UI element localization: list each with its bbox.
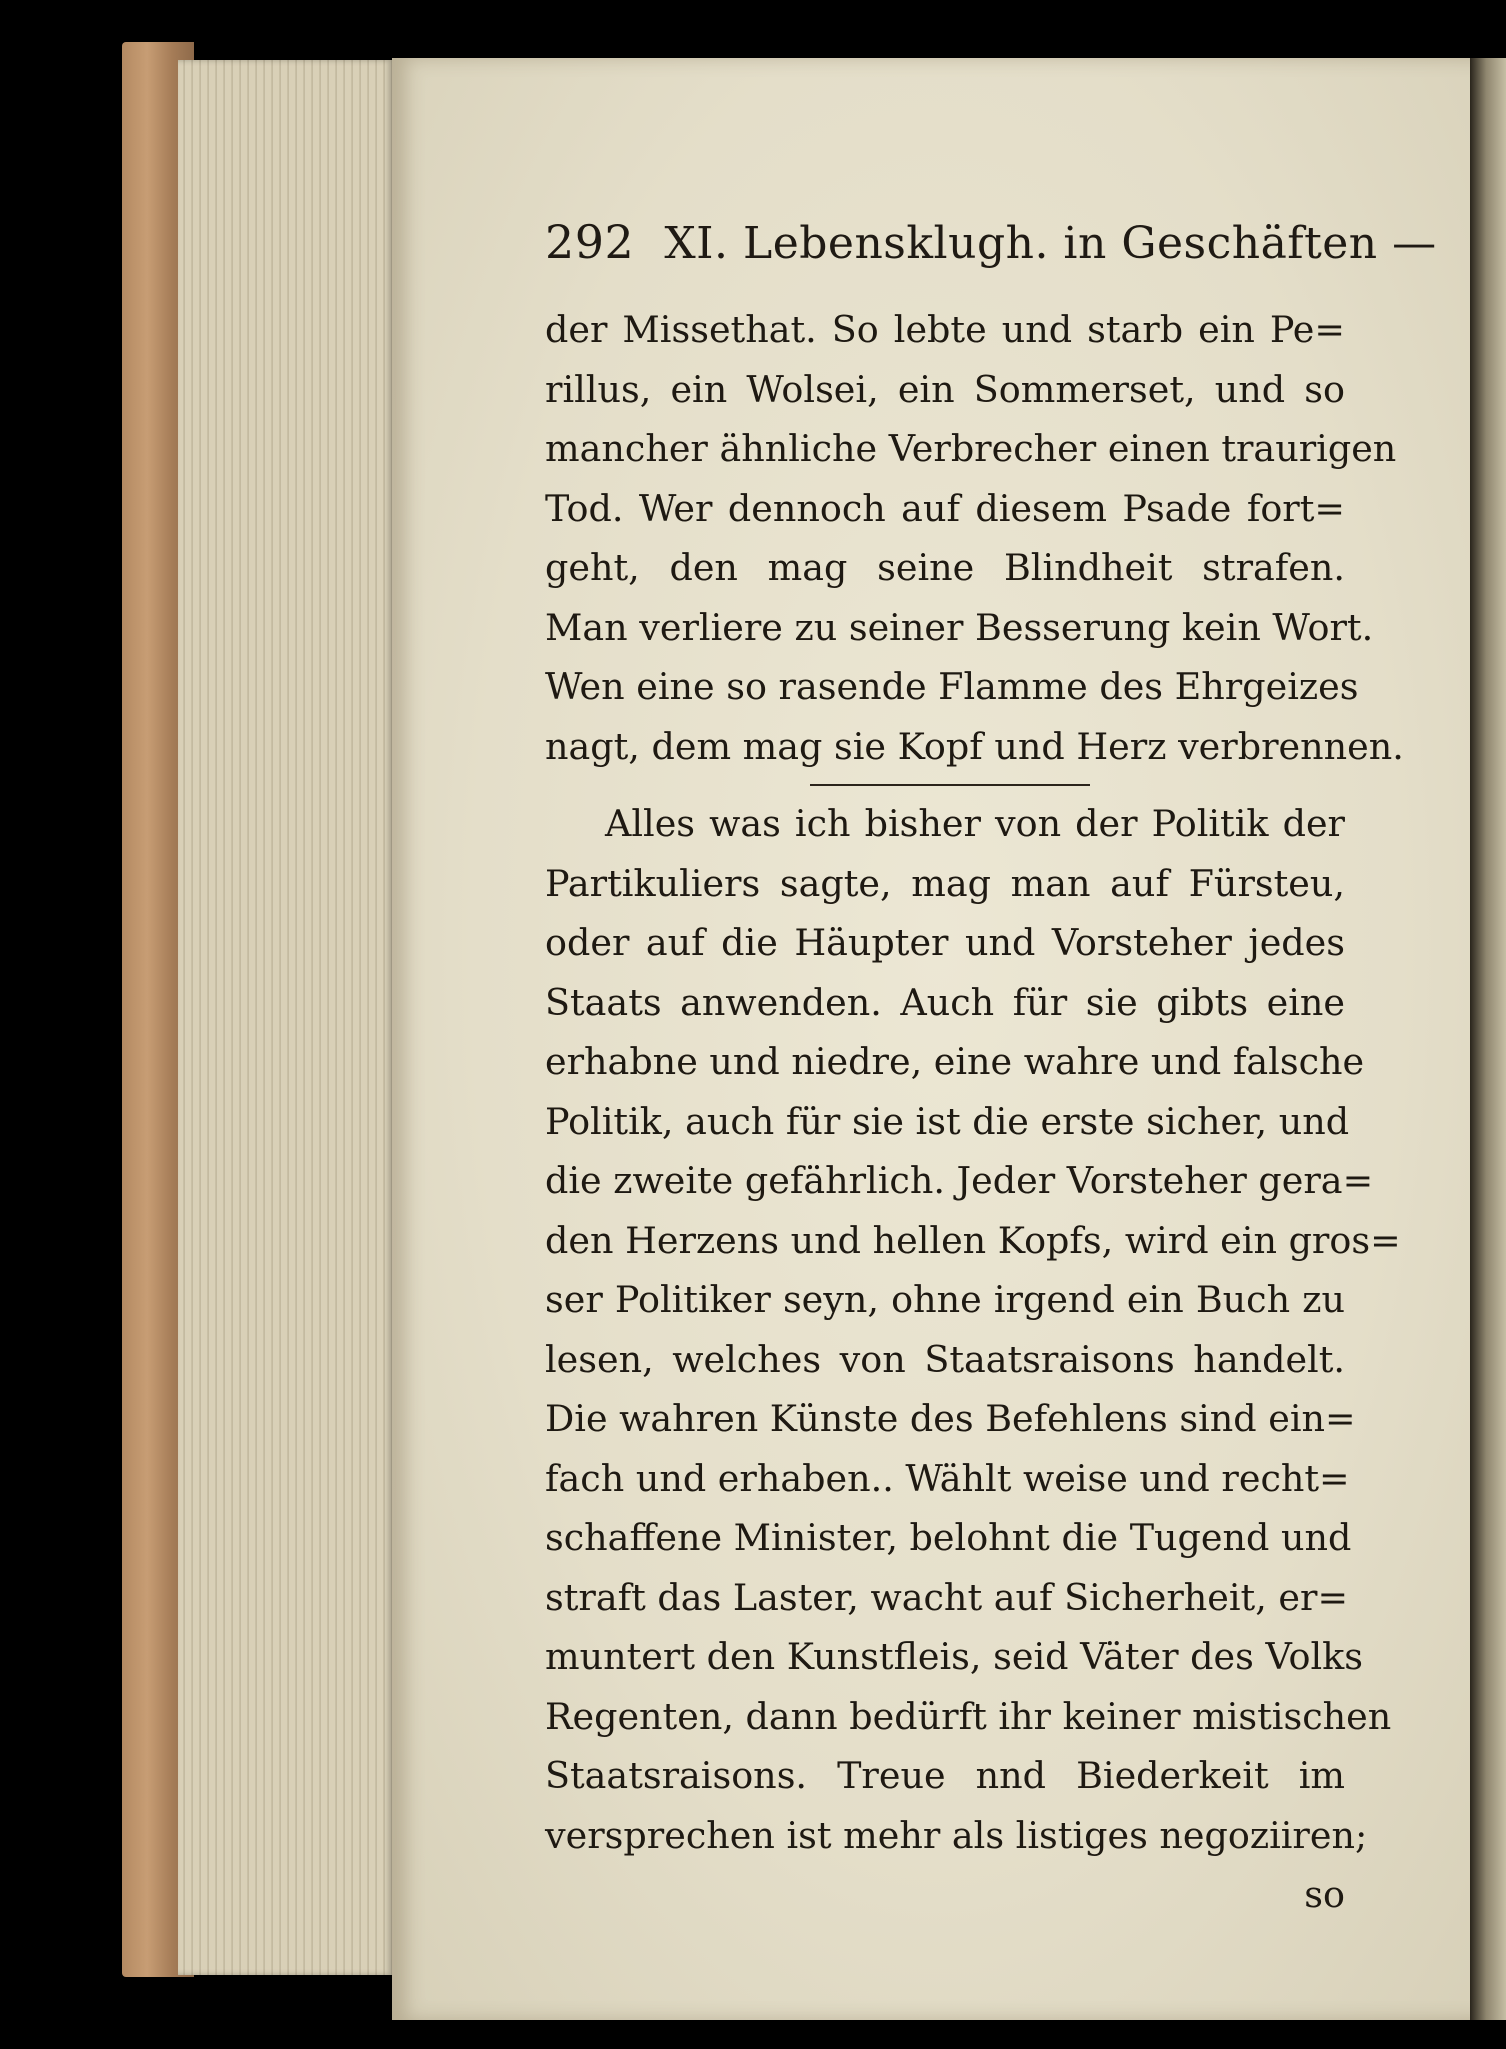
page-body — [545, 300, 1404, 1925]
text-line: ser Politiker seyn, ohne irgend ein Buch zu — [545, 1278, 1345, 1321]
text-line: Die wahren Künste des Befehlens sind ein= — [545, 1397, 1356, 1440]
page-number: 292 — [545, 215, 635, 269]
text-line: lesen, welches von Staatsraisons handelt. — [545, 1337, 1345, 1381]
paragraph-1 — [545, 300, 1404, 776]
text-line: rillus, ein Wolsei, ein Sommerset, und so — [545, 367, 1345, 411]
text-line: Staatsraisons. Treue nnd Biederkeit im — [545, 1754, 1345, 1797]
text-line: Regenten, dann bedürft ihr keiner mistischen — [545, 1694, 1392, 1738]
text-line: Staats anwenden. Auch für sie gibts eine — [545, 980, 1345, 1024]
text-line: den Herzens und hellen Kopfs, wird ein gros= — [545, 1218, 1401, 1262]
text-line: mancher ähnliche Verbrecher einen traurigen — [545, 427, 1397, 470]
section-divider — [810, 784, 1090, 786]
paragraph-2 — [545, 794, 1401, 1865]
text-line: Politik, auch für sie ist die erste sicher, und — [545, 1099, 1350, 1143]
text-line: straft das Laster, wacht auf Sicherheit, er= — [545, 1575, 1349, 1619]
text-line: Man verliere zu seiner Besserung kein Wort. — [545, 605, 1374, 649]
text-line: erhabne und niedre, eine wahre und falsche — [545, 1040, 1365, 1083]
text-line: Alles was ich bisher von der Politik der — [605, 802, 1345, 845]
text-line: die zweite gefährlich. Jeder Vorsteher gera= — [545, 1159, 1374, 1202]
text-line: oder auf die Häupter und Vorsteher jedes — [545, 921, 1345, 964]
catchword: so — [1304, 1873, 1345, 1916]
text-line: geht, den mag seine Blindheit strafen. — [545, 546, 1345, 589]
text-line: fach und erhaben.. Wählt weise und recht= — [545, 1456, 1350, 1500]
page-stack — [178, 60, 393, 1975]
text-line: nagt, dem mag sie Kopf und Herz verbrennen. — [545, 724, 1404, 768]
book-gutter — [1470, 58, 1506, 2020]
text-line: versprechen ist mehr als listiges negoziiren; — [545, 1813, 1368, 1857]
text-line: muntert den Kunstfleis, seid Väter des Volks — [545, 1635, 1363, 1678]
text-line: der Missethat. So lebte und starb ein Pe= — [545, 308, 1345, 351]
text-line: Tod. Wer dennoch auf diesem Psade fort= — [545, 486, 1345, 530]
text-line: Partikuliers sagte, mag man auf Fürsteu, — [545, 861, 1345, 905]
running-head: XI. Lebensklugh. in Geschäften — — [664, 218, 1437, 269]
text-line: schaffene Minister, belohnt die Tugend und — [545, 1516, 1352, 1559]
text-line: Wen eine so rasende Flamme des Ehrgeizes — [545, 665, 1359, 708]
page-header — [545, 215, 1437, 275]
